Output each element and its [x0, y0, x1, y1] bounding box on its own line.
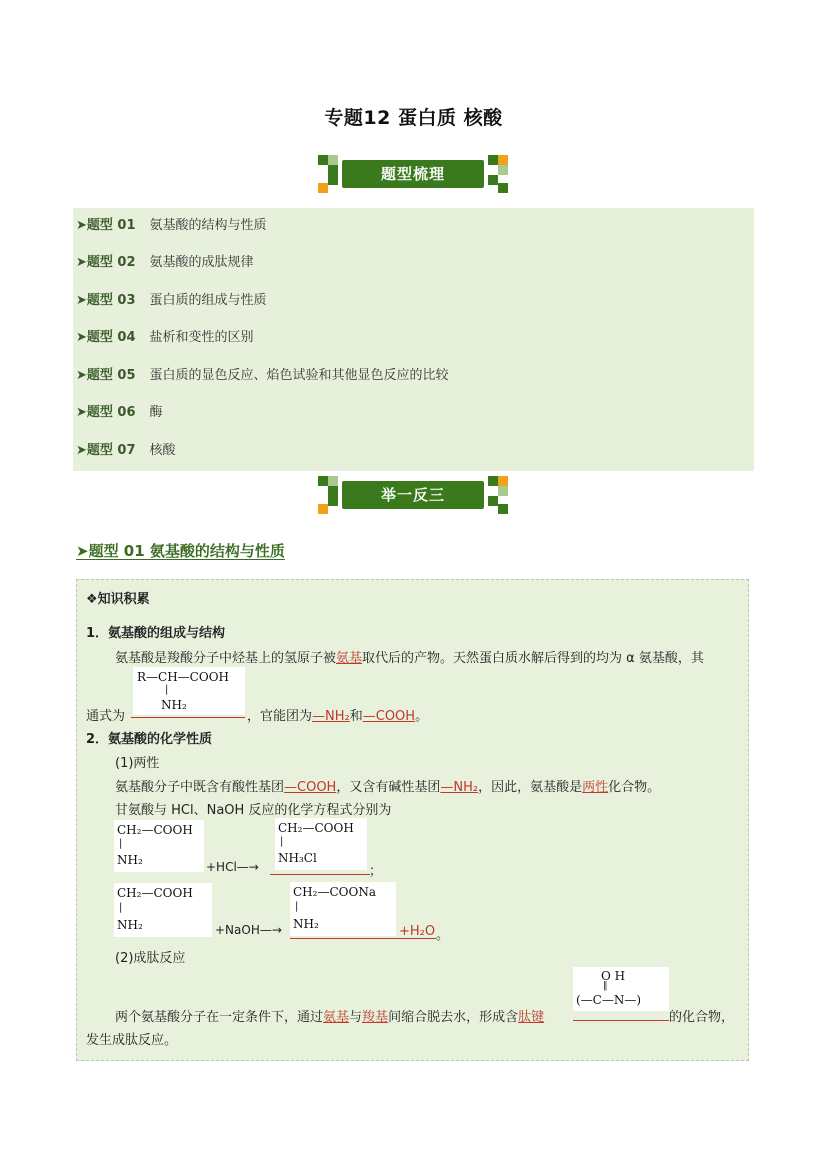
peptide-bond-formula: O H ‖ (—C—N—) — [573, 967, 669, 1011]
toc-item[interactable]: ➤题型 01 氨基酸的结构与性质 — [76, 218, 267, 233]
glycine-formula: CH₂—COOH | NH₂ — [114, 820, 204, 872]
toc-item[interactable]: ➤题型 06 酶 — [76, 405, 163, 420]
reaction-naoh: +NaOH—→ — [215, 923, 282, 937]
paragraph-peptide: 两个氨基酸分子在一定条件下，通过氨基与羧基间缩合脱去水，形成含肽键 — [115, 1010, 545, 1025]
general-formula-label: 通式为 — [86, 709, 126, 724]
toc-item[interactable]: ➤题型 03 蛋白质的组成与性质 — [76, 293, 267, 308]
page-title: 专题12 蛋白质 核酸 — [324, 107, 503, 129]
product-hcl-formula: CH₂—COOH | NH₃Cl — [275, 818, 367, 870]
banner-section-overview — [318, 155, 508, 193]
banner-label: 举一反三 — [380, 486, 445, 504]
toc-item[interactable]: ➤题型 02 氨基酸的成肽规律 — [76, 255, 254, 270]
knowledge-box: ❖知识积累 1．氨基酸的组成与结构 氨基酸是羧酸分子中烃基上的氢原子被氨基取代后的产物。天然蛋白质水解后得到的均为 α 氨基酸，其 R—CH—COOH | NH₂ 通式为 ，官能团为—NH₂和—COOH。 2．氨基酸的化学性质 (1)两性 氨基酸分子中既含有酸性基团—COOH，又含有碱性基团—NH₂，因此，氨基酸是两性化合物。 甘氨酸与 HCl、NaOH 反应的化学方程式分别为 CH₂—COOH | NH₂ +HCl—→ CH₂—COOH | NH₃Cl ； CH₂—COOH | NH₂ +NaOH—→ CH₂—COONa | NH₂ +H₂O 。 (2)成肽反应 O H ‖ (—C—N—) 两个氨基酸分子在一定条件下，通过氨基与羧基间缩合脱去水，形成含肽键 的化合物， 发生成肽反应。 — [76, 579, 749, 1061]
paragraph-peptide-end: 发生成肽反应。 — [86, 1033, 178, 1048]
reaction-hcl: +HCl—→ — [206, 860, 259, 874]
paragraph-definition: 氨基酸是羧酸分子中烃基上的氢原子被氨基取代后的产物。天然蛋白质水解后得到的均为 α 氨基酸，其 — [115, 651, 704, 666]
box-heading: ❖知识积累 — [86, 592, 150, 607]
section-heading[interactable]: ➤题型 01 氨基酸的结构与性质 — [76, 542, 285, 560]
banner-label: 题型梳理 — [380, 165, 445, 183]
product-naoh-formula: CH₂—COONa | NH₂ — [290, 882, 396, 936]
subheading-amphoteric: (1)两性 — [115, 756, 160, 771]
water-product: +H₂O — [399, 924, 436, 939]
toc-item[interactable]: ➤题型 05 蛋白质的显色反应、焰色试验和其他显色反应的比较 — [76, 368, 449, 383]
toc-item[interactable]: ➤题型 07 核酸 — [76, 443, 176, 458]
heading-composition: 1．氨基酸的组成与结构 — [86, 626, 226, 641]
general-formula: R—CH—COOH | NH₂ — [133, 667, 245, 715]
toc-item[interactable]: ➤题型 04 盐析和变性的区别 — [76, 330, 254, 345]
subheading-peptide: (2)成肽反应 — [115, 951, 186, 966]
topic-list — [73, 208, 754, 471]
banner-practice — [318, 476, 508, 514]
paragraph-equations-intro: 甘氨酸与 HCl、NaOH 反应的化学方程式分别为 — [115, 803, 392, 818]
functional-groups: ，官能团为—NH₂和—COOH。 — [247, 709, 429, 724]
glycine-formula: CH₂—COOH | NH₂ — [114, 883, 212, 937]
heading-chemical-properties: 2．氨基酸的化学性质 — [86, 732, 213, 747]
paragraph-amphoteric: 氨基酸分子中既含有酸性基团—COOH，又含有碱性基团—NH₂，因此，氨基酸是两性化合物。 — [115, 780, 661, 795]
